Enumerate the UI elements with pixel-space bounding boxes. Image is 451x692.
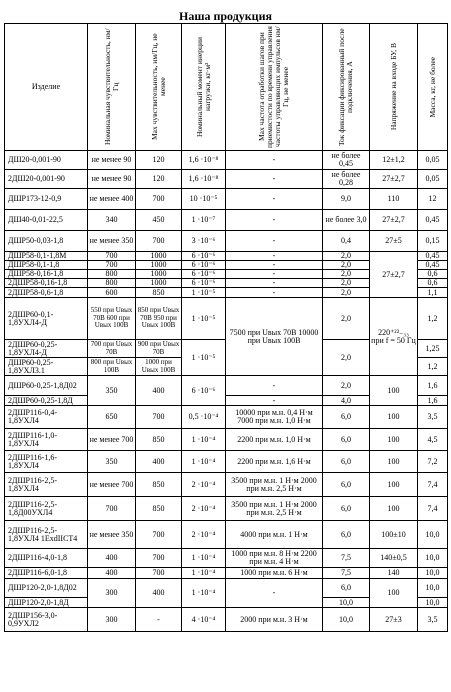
cell-moment: 1,6 ·10⁻⁸: [182, 151, 226, 170]
cell-product: 2ДШР116-2,5-1,8УХЛ4: [5, 473, 88, 497]
cell-sens: 300: [88, 608, 136, 632]
cell-volt: 100: [370, 451, 418, 473]
cell-product: 2ДШ20-0,001-90: [5, 170, 88, 189]
cell-mass: 12: [418, 189, 448, 210]
cell-volt: 27±2,7: [370, 210, 418, 231]
cell-sens: не менее 400: [88, 189, 136, 210]
cell-freq: 3500 при м.н. 1 Н·м 2000 при м.н. 2,5 Н·м: [226, 473, 323, 497]
table-row: [5, 451, 448, 473]
table-row: [5, 231, 448, 252]
cell-volt: 27±3: [370, 608, 418, 632]
cell-fix: 2,0: [323, 288, 370, 298]
cell-product: ДШР120-2,0-1,8Д02: [5, 579, 88, 598]
cell-sens: 340: [88, 210, 136, 231]
cell-freq: 2200 при м.н. 1,0 Н·м: [226, 429, 323, 451]
cell-fix: 6,0: [323, 579, 370, 598]
cell-maxs: 120: [136, 151, 182, 170]
cell-freq: 2000 при м.н. 3 Н·м: [226, 608, 323, 632]
cell-volt: 27±2,7: [370, 170, 418, 189]
cell-moment: 1 ·10⁻⁵: [182, 340, 226, 376]
cell-mass: 0,15: [418, 231, 448, 252]
cell-product: 2ДШР116-4,0-1,8: [5, 549, 88, 568]
cell-product: 2ДШР116-6,0-1,8: [5, 568, 88, 579]
cell-product: ДШ20-0,001-90: [5, 151, 88, 170]
cell-maxs: 850: [136, 497, 182, 521]
cell-volt: 100: [370, 406, 418, 429]
cell-fix: не более 0,45: [323, 151, 370, 170]
cell-product: 2ДШР60-0,25-1,8УХЛ4-Д: [5, 340, 88, 358]
cell-moment: 1 ·10⁻⁴: [182, 451, 226, 473]
cell-mass: 1,2: [418, 358, 448, 376]
cell-fix: 6,0: [323, 473, 370, 497]
cell-moment: 6 ·10⁻⁶: [182, 376, 226, 406]
cell-sens: 350: [88, 451, 136, 473]
cell-sens: не менее 90: [88, 151, 136, 170]
header-nominal-moment: Номинальный момент инерции нагрузки, кг·м²: [182, 24, 226, 151]
cell-maxs: 700: [136, 189, 182, 210]
cell-mass: 1,25: [418, 340, 448, 358]
table-row: [5, 429, 448, 451]
cell-fix: 0,4: [323, 231, 370, 252]
cell-moment: 2 ·10⁻⁴: [182, 497, 226, 521]
cell-moment: 1 ·10⁻⁵: [182, 288, 226, 298]
cell-moment: 10 ·10⁻⁵: [182, 189, 226, 210]
cell-volt: 220⁺²²₋₃₃ при f = 50 Гц: [370, 298, 418, 376]
cell-freq: -: [226, 288, 323, 298]
cell-mass: 0,6: [418, 270, 448, 279]
table-row: [5, 579, 448, 598]
cell-product: 2ДШР116-2,5-1,8Д00УХЛ4: [5, 497, 88, 521]
header-max-sensitivity: Мах чувствительность, нм/Гц, не менее: [136, 24, 182, 151]
cell-mass: 3,5: [418, 608, 448, 632]
cell-freq: -: [226, 279, 323, 288]
cell-volt: 27±2,7: [370, 252, 418, 298]
cell-mass: 3,5: [418, 406, 448, 429]
table-row: [5, 568, 448, 579]
cell-sens: 800: [88, 279, 136, 288]
cell-volt: 110: [370, 189, 418, 210]
cell-product: 2ДШР156-3,0-0,9УХЛ2: [5, 608, 88, 632]
cell-sens: 800 при Uвых 100В: [88, 358, 136, 376]
cell-fix: 2,0: [323, 298, 370, 340]
cell-fix: 7,5: [323, 568, 370, 579]
cell-mass: 0,6: [418, 279, 448, 288]
cell-moment: 4 ·10⁻⁴: [182, 608, 226, 632]
cell-maxs: 700: [136, 231, 182, 252]
cell-product: ДШР58-0,1-1,8М: [5, 252, 88, 261]
cell-freq: -: [226, 151, 323, 170]
cell-volt: 100: [370, 497, 418, 521]
cell-fix: 2,0: [323, 261, 370, 270]
table-row: [5, 189, 448, 210]
cell-mass: 7,4: [418, 497, 448, 521]
cell-maxs: 1000: [136, 279, 182, 288]
cell-fix: 2,0: [323, 279, 370, 288]
cell-product: ДШР173-12-0,9: [5, 189, 88, 210]
cell-freq: -: [226, 396, 323, 406]
cell-product: 2ДШР116-0,4-1,8УХЛ4: [5, 406, 88, 429]
cell-volt: 100: [370, 473, 418, 497]
cell-mass: 0,45: [418, 252, 448, 261]
cell-maxs: 700: [136, 549, 182, 568]
cell-volt: 140±0,5: [370, 549, 418, 568]
cell-sens: не менее 350: [88, 521, 136, 549]
cell-moment: 1,6 ·10⁻⁸: [182, 170, 226, 189]
cell-moment: 6 ·10⁻⁶: [182, 261, 226, 270]
cell-volt: 100: [370, 376, 418, 406]
cell-fix: 6,0: [323, 451, 370, 473]
cell-product: 2ДШР116-2,5-1,8УХЛ4 1ExdIIСТ4: [5, 521, 88, 549]
cell-freq: -: [226, 270, 323, 279]
cell-mass: 4,5: [418, 429, 448, 451]
cell-mass: 0,45: [418, 261, 448, 270]
product-table: [4, 23, 448, 632]
cell-fix: 9,0: [323, 189, 370, 210]
cell-fix: 2,0: [323, 340, 370, 376]
cell-maxs: 1000: [136, 270, 182, 279]
header-row: [5, 24, 448, 151]
cell-sens: не менее 700: [88, 429, 136, 451]
cell-product: ДШР120-2,0-1,8Д: [5, 598, 88, 608]
cell-freq: -: [226, 376, 323, 396]
cell-freq: -: [226, 252, 323, 261]
cell-freq: -: [226, 189, 323, 210]
cell-sens: не менее 90: [88, 170, 136, 189]
cell-mass: 10,0: [418, 568, 448, 579]
cell-sens: 700: [88, 252, 136, 261]
cell-moment: 2 ·10⁻⁴: [182, 473, 226, 497]
cell-sens: не менее 350: [88, 231, 136, 252]
cell-moment: 1 ·10⁻⁴: [182, 549, 226, 568]
cell-maxs: 1000 при Uвых 100В: [136, 358, 182, 376]
cell-product: ДШР58-0,16-1,8: [5, 270, 88, 279]
cell-freq: -: [226, 261, 323, 270]
cell-fix: 10,0: [323, 608, 370, 632]
table-row: [5, 252, 448, 261]
cell-maxs: 400: [136, 451, 182, 473]
cell-product: ДШ40-0,01-22,5: [5, 210, 88, 231]
cell-sens: 700: [88, 261, 136, 270]
cell-freq: -: [226, 170, 323, 189]
header-nominal-sensitivity: Номинальная чувствительность, нм/Гц: [88, 24, 136, 151]
cell-maxs: 850 при Uвых 70В 950 при Uвых 100В: [136, 298, 182, 340]
cell-sens: 650: [88, 406, 136, 429]
cell-moment: 1 ·10⁻⁵: [182, 298, 226, 340]
cell-sens: 300: [88, 579, 136, 608]
cell-volt: 100±10: [370, 521, 418, 549]
header-mass: Масса, кг, не более: [418, 24, 448, 151]
cell-mass: 1,6: [418, 376, 448, 396]
cell-moment: 6 ·10⁻⁶: [182, 252, 226, 261]
cell-mass: 10,0: [418, 549, 448, 568]
cell-fix: не более 0,28: [323, 170, 370, 189]
cell-fix: 7,5: [323, 549, 370, 568]
table-row: [5, 608, 448, 632]
cell-maxs: 1000: [136, 252, 182, 261]
table-row: [5, 170, 448, 189]
cell-sens: не менее 700: [88, 473, 136, 497]
cell-mass: 0,45: [418, 210, 448, 231]
cell-maxs: 120: [136, 170, 182, 189]
cell-volt: 27±5: [370, 231, 418, 252]
cell-product: ДШР60-0,25-1,8УХЛ3.1: [5, 358, 88, 376]
cell-maxs: 900 при Uвых 70В: [136, 340, 182, 358]
table-row: [5, 406, 448, 429]
cell-moment: 1 ·10⁻⁴: [182, 579, 226, 608]
cell-mass: 10,0: [418, 598, 448, 608]
header-max-frequency: Мах частота отработки шагов при приемистости по времени управления частоты управляющих импульсов нм/Гц, не менее: [226, 24, 323, 151]
table-row: [5, 210, 448, 231]
cell-moment: 6 ·10⁻⁶: [182, 270, 226, 279]
cell-volt: 100: [370, 429, 418, 451]
cell-fix: 2,0: [323, 376, 370, 396]
cell-freq: 1000 при м.н. 6 Н·м: [226, 568, 323, 579]
cell-freq: -: [226, 210, 323, 231]
cell-fix: 4,0: [323, 396, 370, 406]
cell-freq: 1000 при м.н. 8 Н·м 2200 при м.н. 4 Н·м: [226, 549, 323, 568]
cell-moment: 0,5 ·10⁻⁴: [182, 406, 226, 429]
cell-maxs: 850: [136, 288, 182, 298]
cell-moment: 1 ·10⁻⁷: [182, 210, 226, 231]
table-row: [5, 473, 448, 497]
cell-mass: 0,05: [418, 170, 448, 189]
table-row: [5, 151, 448, 170]
cell-mass: 10,0: [418, 579, 448, 598]
cell-sens: 700: [88, 497, 136, 521]
cell-sens: 550 при Uвых 70В 600 при Uвых 100В: [88, 298, 136, 340]
table-row: [5, 376, 448, 396]
cell-volt: 12±1,2: [370, 151, 418, 170]
cell-volt: 100: [370, 579, 418, 608]
cell-product: ДШР58-0,1-1,8: [5, 261, 88, 270]
cell-sens: 400: [88, 549, 136, 568]
cell-maxs: 1000: [136, 261, 182, 270]
cell-freq: 2200 при м.н. 1,6 Н·м: [226, 451, 323, 473]
cell-maxs: 700: [136, 521, 182, 549]
cell-freq: 4000 при м.н. 1 Н·м: [226, 521, 323, 549]
cell-fix: 10,0: [323, 598, 370, 608]
cell-fix: 2,0: [323, 270, 370, 279]
cell-maxs: -: [136, 608, 182, 632]
cell-mass: 1,2: [418, 298, 448, 340]
cell-fix: 6,0: [323, 406, 370, 429]
cell-product: ДШР60-0,25-1,8Д02: [5, 376, 88, 396]
table-row: [5, 521, 448, 549]
cell-sens: 700 при Uвых 70В: [88, 340, 136, 358]
cell-freq: 7500 при Uвых 70В 10000 при Uвых 100В: [226, 298, 323, 376]
cell-mass: 1,1: [418, 288, 448, 298]
cell-product: 2ДШР60-0,25-1,8Д: [5, 396, 88, 406]
cell-sens: 400: [88, 568, 136, 579]
cell-product: 2ДШР116-1,0-1,8УХЛ4: [5, 429, 88, 451]
cell-moment: 1 ·10⁻⁴: [182, 568, 226, 579]
cell-sens: 600: [88, 288, 136, 298]
cell-volt: 140: [370, 568, 418, 579]
table-row: [5, 549, 448, 568]
cell-moment: 3 ·10⁻⁶: [182, 231, 226, 252]
cell-maxs: 450: [136, 210, 182, 231]
table-row: [5, 298, 448, 340]
cell-product: ДШР50-0,03-1,8: [5, 231, 88, 252]
cell-maxs: 700: [136, 568, 182, 579]
cell-maxs: 400: [136, 579, 182, 608]
cell-maxs: 850: [136, 429, 182, 451]
page-title: Наша продукция: [178, 9, 272, 23]
cell-moment: 2 ·10⁻⁴: [182, 521, 226, 549]
cell-freq: -: [226, 231, 323, 252]
cell-mass: 7,4: [418, 473, 448, 497]
cell-mass: 10,0: [418, 521, 448, 549]
cell-freq: -: [226, 579, 323, 608]
cell-sens: 800: [88, 270, 136, 279]
cell-fix: 6,0: [323, 521, 370, 549]
cell-mass: 7,2: [418, 451, 448, 473]
cell-maxs: 850: [136, 473, 182, 497]
cell-product: 2ДШР58-0,16-1,8: [5, 279, 88, 288]
cell-product: 2ДШР60-0,1-1,8УХЛ4-Д: [5, 298, 88, 340]
header-voltage: Напряжение на входе БУ, В: [370, 24, 418, 151]
header-fix-current: Ток фиксации фиксированный после подключения, А: [323, 24, 370, 151]
cell-maxs: 700: [136, 406, 182, 429]
cell-moment: 6 ·10⁻⁶: [182, 279, 226, 288]
table-row: [5, 497, 448, 521]
cell-moment: 1 ·10⁻⁴: [182, 429, 226, 451]
cell-freq: 10000 при м.н. 0,4 Н·м 7000 при м.н. 1,0 Н·м: [226, 406, 323, 429]
cell-mass: 0,05: [418, 151, 448, 170]
cell-fix: 6,0: [323, 497, 370, 521]
cell-fix: 2,0: [323, 252, 370, 261]
cell-mass: 1,6: [418, 396, 448, 406]
cell-product: 2ДШР116-1,6-1,8УХЛ4: [5, 451, 88, 473]
cell-sens: 350: [88, 376, 136, 406]
cell-product: 2ДШР58-0,6-1,8: [5, 288, 88, 298]
cell-freq: 3500 при м.н. 1 Н·м 2000 при м.н. 2,5 Н·м: [226, 497, 323, 521]
cell-fix: не более 3,0: [323, 210, 370, 231]
cell-maxs: 400: [136, 376, 182, 406]
cell-fix: 6,0: [323, 429, 370, 451]
header-product: Изделие: [5, 24, 88, 151]
